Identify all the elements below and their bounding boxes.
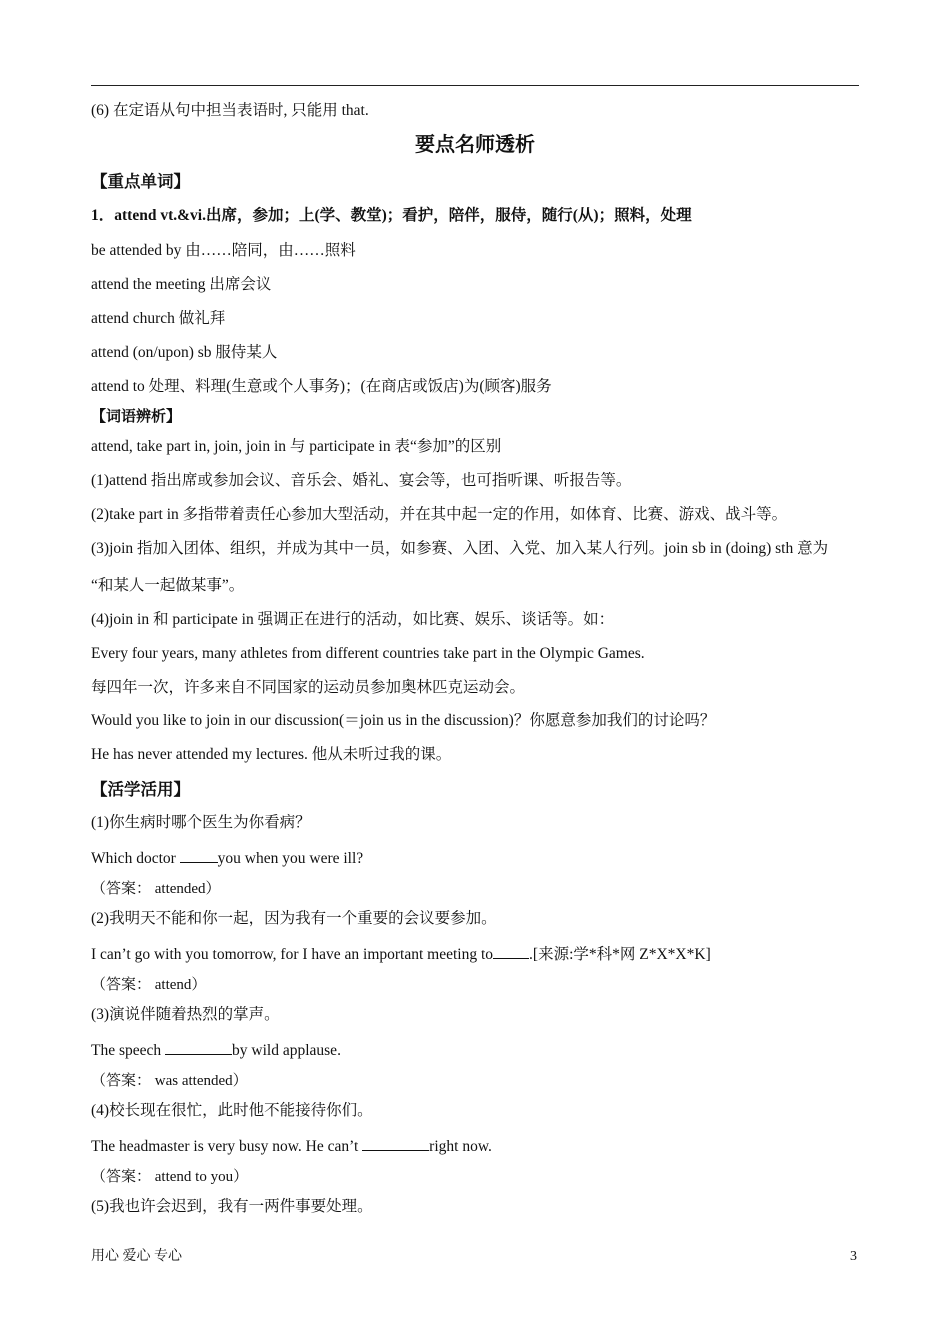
phrase-attend-the-meeting: attend the meeting 出席会议: [91, 276, 272, 293]
answer-1: （答案： attended）: [91, 881, 221, 897]
header-rule: [91, 85, 859, 86]
analysis-item-2: (2)take part in 多指带着责任心参加大型活动，并在其中起一定的作用，如体育、比赛、游戏、战斗等。: [91, 506, 788, 523]
example-translation-1: 每四年一次，许多来自不同国家的运动员参加奥林匹克运动会。: [91, 679, 526, 696]
phrase-be-attended-by: be attended by 由……陪同，由……照料: [91, 242, 356, 259]
answer-2: （答案： attend）: [91, 977, 207, 993]
example-sentence-3: He has never attended my lectures. 他从未听过我的课。: [91, 746, 452, 763]
question-3-chinese: (3)演说伴随着热烈的掌声。: [91, 1006, 280, 1023]
heading-word-analysis: 【词语辨析】: [91, 409, 182, 425]
section-title: 要点名师透析: [415, 134, 535, 156]
question-4-english: The headmaster is very busy now. He can’t right now.: [91, 1138, 492, 1155]
question-1-chinese: (1)你生病时哪个医生为你看病？: [91, 814, 311, 831]
answer-3: （答案： was attended）: [91, 1073, 248, 1089]
heading-practice: 【活学活用】: [91, 780, 190, 799]
rule-6-line: (6) 在定语从句中担当表语时, 只能用 that.: [91, 102, 369, 119]
answer-4: （答案： attend to you）: [91, 1169, 249, 1185]
analysis-item-1: (1)attend 指出席或参加会议、音乐会、婚礼、宴会等，也可指听课、听报告等。: [91, 472, 632, 489]
question-4-chinese: (4)校长现在很忙，此时他不能接待你们。: [91, 1102, 373, 1119]
analysis-item-4: (4)join in 和 participate in 强调正在进行的活动，如比赛、娱乐、谈话等。如：: [91, 611, 615, 628]
phrase-attend-church: attend church 做礼拜: [91, 310, 226, 327]
question-2-english: I can’t go with you tomorrow, for I have an important meeting to .[来源:学*科*网 Z*X*X*K]: [91, 946, 711, 963]
phrase-attend-on-sb: attend (on/upon) sb 服侍某人: [91, 344, 278, 361]
question-2-chinese: (2)我明天不能和你一起，因为我有一个重要的会议要参加。: [91, 910, 497, 927]
analysis-item-3-cont: “和某人一起做某事”。: [91, 577, 245, 594]
example-sentence-2: Would you like to join in our discussion(＝join us in the discussion)？你愿意参加我们的讨论吗？: [91, 712, 716, 729]
blank-2: [493, 944, 529, 959]
footer-motto: 用心 爱心 专心: [91, 1249, 182, 1264]
question-5-chinese: (5)我也许会迟到，我有一两件事要处理。: [91, 1198, 373, 1215]
analysis-intro: attend, take part in, join, join in 与 participate in 表“参加”的区别: [91, 438, 502, 455]
word-attend-definition: 1．attend vt.&vi.出席，参加；上(学、教堂)；看护，陪伴，服侍，随行(从)；照料，处理: [91, 207, 692, 224]
blank-4: [362, 1136, 429, 1151]
page-number: 3: [850, 1249, 857, 1264]
analysis-item-3: (3)join 指加入团体、组织，并成为其中一员，如参赛、入团、入党、加入某人行列。join sb in (doing) sth 意为: [91, 540, 829, 557]
question-3-english: The speech by wild applause.: [91, 1042, 341, 1059]
question-1-english: Which doctor you when you were ill?: [91, 850, 364, 867]
blank-3: [165, 1040, 232, 1055]
blank-1: [180, 848, 218, 863]
phrase-attend-to: attend to 处理、料理(生意或个人事务)；(在商店或饭店)为(顾客)服务: [91, 378, 552, 395]
heading-key-words: 【重点单词】: [91, 172, 190, 191]
example-sentence-1: Every four years, many athletes from different countries take part in the Olympic Games.: [91, 645, 645, 662]
